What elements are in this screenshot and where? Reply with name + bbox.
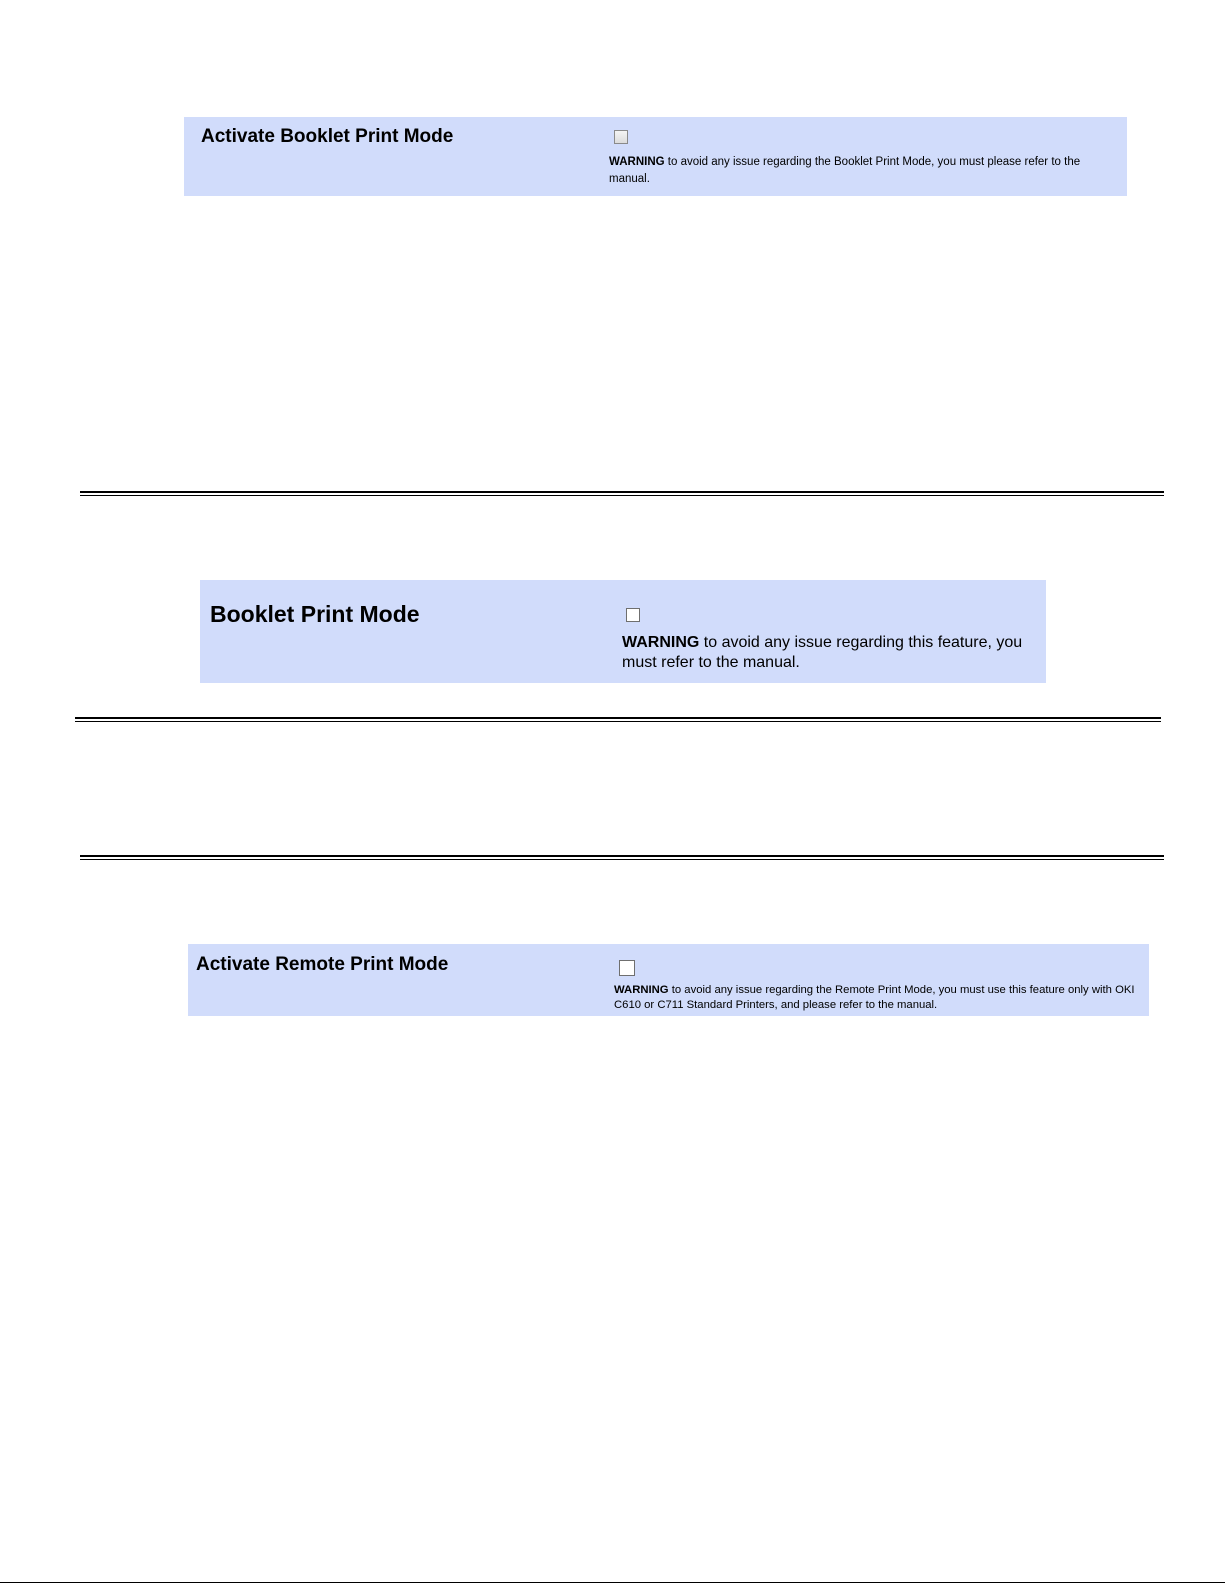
horizontal-rule xyxy=(75,717,1161,722)
warning-label: WARNING xyxy=(614,984,669,996)
booklet-print-mode-panel-v1 xyxy=(184,117,1127,196)
booklet-print-mode-panel-v2 xyxy=(200,580,1046,683)
warning-label: WARNING xyxy=(622,634,700,651)
remote-print-mode-panel xyxy=(188,944,1149,1016)
page-bottom-rule xyxy=(0,1582,1225,1583)
panel-title: Activate Booklet Print Mode xyxy=(201,126,454,147)
warning-text: to avoid any issue regarding this feature, you must refer to the manual. xyxy=(622,634,1023,671)
warning-label: WARNING xyxy=(609,156,665,168)
panel-title: Booklet Print Mode xyxy=(210,601,420,627)
warning-text: to avoid any issue regarding the Remote Print Mode, you must use this feature only with OKI C610 or C711 Standard Printers, and please refer to the manual. xyxy=(614,984,1135,1011)
warning-message xyxy=(622,633,1042,673)
horizontal-rule xyxy=(80,491,1164,496)
horizontal-rule xyxy=(80,855,1164,860)
warning-message xyxy=(614,983,1149,1013)
activate-booklet-checkbox[interactable] xyxy=(614,130,628,144)
panel-title: Activate Remote Print Mode xyxy=(196,954,449,975)
warning-text: to avoid any issue regarding the Booklet Print Mode, you must please refer to the manual. xyxy=(609,156,1081,185)
activate-remote-checkbox[interactable] xyxy=(619,960,635,976)
warning-message xyxy=(609,154,1119,188)
booklet-print-mode-checkbox[interactable] xyxy=(626,608,640,622)
